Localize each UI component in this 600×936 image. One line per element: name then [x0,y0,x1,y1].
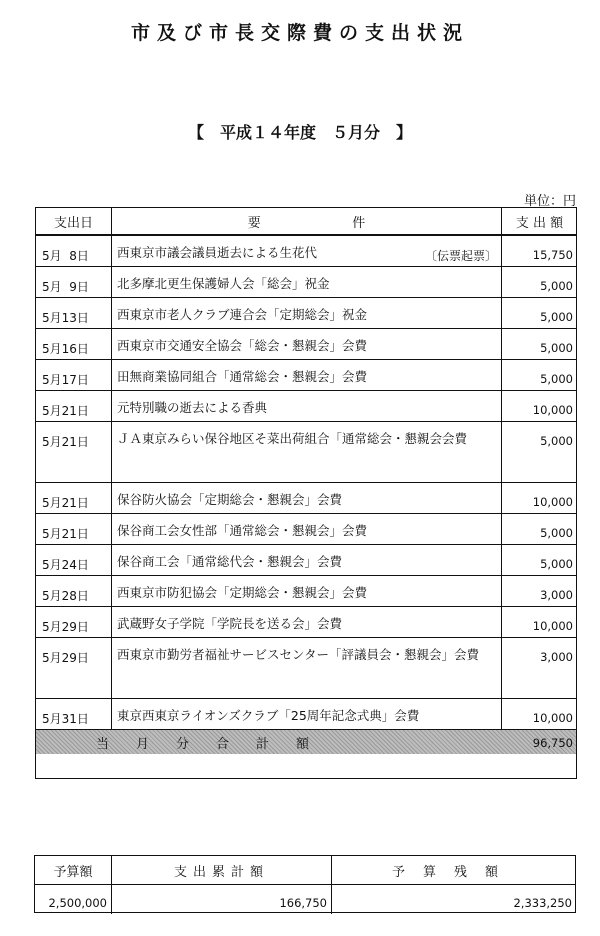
table-row [36,236,576,267]
row-description: ＪＡ東京みらい保谷地区そ菜出荷組合「通常総会・懇親会会費 [117,431,468,446]
table-row [36,360,576,391]
budget-value-cumulative: 166,750 [112,885,332,914]
row-description: 保谷商工会女性部「通常総会・懇親会」会費 [117,523,368,538]
table-row [36,576,576,607]
row-date: 5月24日 [42,558,89,572]
total-label: 当月分合計額 [96,737,337,752]
row-description: 武蔵野女子学院「学院長を送る会」会費 [117,616,343,631]
row-amount: 10,000 [532,495,573,509]
row-date: 5月 9日 [42,280,89,294]
table-row [36,545,576,576]
table-row [36,391,576,422]
row-amount: 3,000 [540,650,573,664]
expense-table [35,207,577,779]
row-amount: 5,000 [540,557,573,571]
row-description: 元特別職の逝去による香典 [117,400,268,415]
row-description: 西東京市老人クラブ連合会「定期総会」祝金 [117,307,368,322]
row-date: 5月28日 [42,589,89,603]
row-date: 5月16日 [42,342,89,356]
budget-value-remaining: 2,333,250 [513,896,572,910]
row-date: 5月29日 [42,620,89,634]
row-description: 東京西東京ライオンズクラブ「25周年記念式典」会費 [117,708,420,723]
period-subtitle: 【 平成１４年度 ５月分 】 [187,123,412,142]
budget-header [35,856,575,885]
row-amount: 10,000 [532,619,573,633]
row-amount: 5,000 [540,372,573,386]
row-amount: 5,000 [540,279,573,293]
header-description [112,208,502,234]
table-row [36,422,576,483]
header-amount: 支 出 額 [515,215,564,231]
row-description: 保谷商工会「通常総代会・懇親会」会費 [117,554,343,569]
row-description: 田無商業協同組合「通常総会・懇親会」会費 [117,369,368,384]
budget-value-budget: 2,500,000 [35,885,112,914]
row-note: 〔伝票起票〕 [424,249,497,263]
header-description-left: 要 [247,215,261,231]
header-description-right: 件 [352,215,366,231]
total-row [36,730,576,754]
row-date: 5月17日 [42,373,89,387]
table-row [36,483,576,514]
header-date: 支出日 [36,208,112,234]
row-date: 5月21日 [42,496,89,510]
row-description: 西東京市防犯協会「定期総会・懇親会」会費 [117,585,368,600]
row-amount: 5,000 [540,341,573,355]
table-row [36,514,576,545]
table-row [36,329,576,360]
table-row [36,638,576,699]
budget-table [34,855,576,913]
budget-header-budget: 予算額 [35,856,112,884]
budget-header-cumulative: 支出累計額 [112,856,332,884]
row-date: 5月21日 [42,435,89,449]
row-date: 5月31日 [42,712,89,726]
row-amount: 5,000 [540,310,573,324]
table-row [36,699,576,730]
row-description: 北多摩北更生保護婦人会「総会」祝金 [117,276,330,291]
total-amount: 96,750 [532,736,573,750]
budget-values [35,885,575,914]
row-description: 西東京市勤労者福祉サービスセンター「評議員会・懇親会」会費 [117,647,480,662]
table-header [36,208,576,236]
row-description: 西東京市議会議員逝去による生花代 [117,245,318,260]
row-date: 5月21日 [42,404,89,418]
row-amount: 15,750 [532,248,573,262]
row-date: 5月21日 [42,527,89,541]
row-amount: 5,000 [540,526,573,540]
unit-label: 単位：円 [523,194,576,209]
table-row [36,267,576,298]
row-description: 保谷防火協会「定期総会・懇親会」会費 [117,492,343,507]
row-date: 5月 8日 [42,249,89,263]
row-amount: 3,000 [540,588,573,602]
budget-header-remaining: 予算残額 [391,864,516,880]
table-row [36,607,576,638]
row-amount: 5,000 [540,434,573,448]
row-description: 西東京市交通安全協会「総会・懇親会」会費 [117,338,368,353]
row-amount: 10,000 [532,403,573,417]
row-date: 5月29日 [42,651,89,665]
page-title: 市及び市長交際費の支出状況 [130,22,469,44]
row-amount: 10,000 [532,711,573,725]
row-date: 5月13日 [42,311,89,325]
table-row [36,298,576,329]
